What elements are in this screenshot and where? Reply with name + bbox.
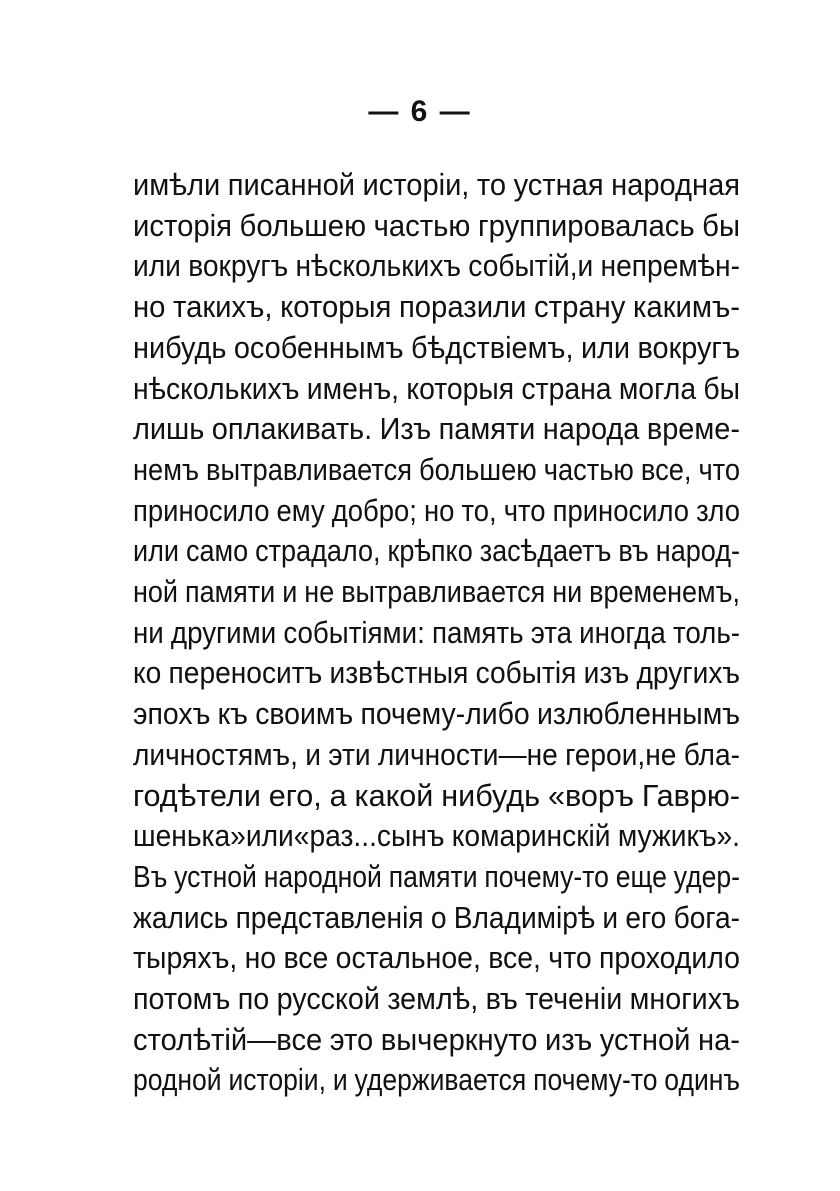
word: годѣтели	[133, 777, 261, 813]
word: исторіи,	[362, 167, 470, 202]
word: личности—не	[377, 736, 558, 772]
word: ни	[133, 614, 164, 650]
text-line	[133, 735, 740, 775]
word: зло	[696, 492, 740, 528]
word: излюбленнымъ	[537, 696, 740, 732]
word: могла	[618, 370, 697, 406]
word: почему-то	[484, 858, 609, 894]
word: другими	[170, 614, 277, 650]
word: одинъ	[664, 1062, 740, 1098]
text-line	[133, 246, 740, 286]
word: вокругъ	[637, 329, 740, 365]
text-line	[133, 206, 740, 246]
word: частью	[373, 207, 471, 243]
word: време-	[646, 411, 740, 447]
text-line	[133, 776, 740, 816]
word: въ	[618, 533, 649, 569]
word: жались	[133, 899, 229, 935]
word: шенька»или«раз...сынъ	[133, 818, 445, 854]
word: группировалась	[477, 207, 695, 243]
word: къ	[217, 696, 248, 732]
word: что	[698, 451, 740, 487]
text-line	[133, 531, 740, 571]
word: другихъ	[636, 655, 740, 691]
word: землѣ,	[387, 981, 479, 1016]
word: Владимірѣ	[453, 899, 596, 935]
word: бы	[702, 207, 740, 243]
word: изъ	[583, 655, 630, 691]
word: поразили	[398, 289, 527, 325]
word: нибудь	[441, 777, 541, 813]
word: исторіи,	[228, 1062, 326, 1098]
word: бы	[703, 370, 740, 406]
word: страну	[534, 289, 626, 325]
word: которыя	[406, 370, 515, 406]
word: родной	[133, 1062, 222, 1098]
word: на-	[697, 1021, 740, 1057]
text-line	[133, 1020, 740, 1060]
text-line	[133, 898, 740, 938]
word: лишь	[133, 411, 205, 447]
word: а	[329, 777, 347, 813]
word: нѣсколькихъ	[133, 370, 300, 406]
word: но	[423, 492, 455, 528]
word: ни	[552, 574, 583, 609]
word: по	[237, 981, 270, 1016]
text-line	[133, 613, 740, 653]
word: герои,не	[565, 736, 677, 772]
word: особеннымъ	[233, 329, 404, 365]
word: своимъ	[255, 696, 354, 732]
word: большею	[419, 451, 537, 487]
word: устная	[513, 167, 604, 202]
word: ной	[133, 574, 179, 609]
word: оплакивать.	[211, 411, 373, 447]
word: столѣтій—все	[133, 1021, 323, 1057]
word: еще	[615, 858, 667, 894]
word: ко	[133, 655, 162, 691]
word: «воръ	[547, 777, 634, 813]
word: или	[133, 248, 181, 284]
text-line	[133, 572, 740, 612]
word: но	[244, 940, 277, 976]
word: Въ	[133, 858, 168, 894]
text-line	[133, 694, 740, 734]
word: и	[305, 736, 321, 772]
word: которыя	[280, 289, 392, 325]
word: и	[332, 1062, 348, 1098]
word: изъ	[544, 1021, 593, 1057]
word: память	[431, 614, 524, 650]
text-line	[133, 409, 740, 449]
word: не	[304, 574, 335, 609]
word: Изъ	[379, 411, 432, 447]
text-line	[133, 287, 740, 327]
word: устной	[599, 1021, 691, 1057]
word: немъ	[133, 451, 199, 487]
word: почему-то	[533, 1062, 658, 1098]
word: теченіи	[525, 981, 623, 1016]
word: или	[133, 533, 179, 569]
word: толь-	[672, 614, 740, 650]
text-line	[133, 979, 740, 1019]
word: все,	[488, 940, 541, 976]
word: комаринскій	[451, 818, 611, 854]
word: почему-либо	[360, 696, 530, 732]
word: то	[476, 167, 507, 202]
word: мужикъ».	[617, 818, 740, 854]
text-line	[133, 857, 740, 897]
word: памяти	[184, 574, 276, 609]
word: нибудь	[133, 329, 227, 365]
page-number: — 6 —	[368, 95, 472, 128]
word: эти	[328, 736, 371, 772]
word: вытравливается	[341, 574, 546, 609]
word: имѣли	[133, 167, 221, 202]
word: событій,и	[468, 248, 594, 284]
word: бѣдствіемъ,	[410, 329, 574, 365]
word: нѣсколькихъ	[295, 248, 462, 284]
word: народа	[542, 411, 640, 447]
word: его,	[268, 777, 322, 813]
word: это	[329, 1021, 374, 1057]
word: и	[602, 899, 619, 935]
word: большею	[239, 207, 367, 243]
word: вытравливается	[206, 451, 412, 487]
word: о	[430, 899, 447, 935]
word: и	[282, 574, 298, 609]
text-line	[133, 938, 740, 978]
word: памяти	[388, 858, 478, 894]
word: въ	[485, 981, 518, 1016]
word: памяти	[438, 411, 536, 447]
word: вокругъ	[188, 248, 289, 284]
word: ему	[276, 492, 325, 528]
word: приносило	[133, 492, 270, 528]
word: бога-	[673, 899, 740, 935]
word: русской	[276, 981, 380, 1016]
word: иногда	[579, 614, 666, 650]
word: приносило	[552, 492, 690, 528]
word: народная	[611, 167, 740, 202]
text-line	[133, 328, 740, 368]
word: его	[625, 899, 667, 935]
word: устной	[174, 858, 257, 894]
word: народ-	[655, 533, 740, 569]
word: частью	[543, 451, 634, 487]
word: проходило	[598, 940, 740, 976]
word: именъ,	[306, 370, 400, 406]
word: представленія	[235, 899, 424, 935]
word: страна	[521, 370, 612, 406]
word: что	[548, 940, 592, 976]
word: какимъ-	[632, 289, 740, 325]
word: что	[503, 492, 546, 528]
word: переноситъ	[168, 655, 323, 691]
word: удерживается	[354, 1062, 527, 1098]
text-line	[133, 369, 740, 409]
text-line	[133, 491, 740, 531]
word: многихъ	[629, 981, 740, 1016]
text-line	[133, 1060, 740, 1100]
word: временемъ,	[589, 574, 740, 609]
word: тыряхъ,	[133, 940, 238, 976]
word: удер-	[673, 858, 740, 894]
word: событія	[475, 655, 577, 691]
word: остальное,	[335, 940, 481, 976]
word: засѣдаетъ	[479, 533, 612, 569]
text-line	[133, 450, 740, 490]
word: извѣстныя	[329, 655, 469, 691]
word: все	[283, 940, 329, 976]
word: народной	[263, 858, 382, 894]
word: писанной	[227, 167, 355, 202]
word: такихъ,	[173, 289, 273, 325]
word: эта	[530, 614, 573, 650]
word: само	[185, 533, 249, 569]
word: добро;	[331, 492, 417, 528]
word: крѣпко	[387, 533, 473, 569]
word: личностямъ,	[133, 736, 298, 772]
word: то,	[461, 492, 497, 528]
word: вычеркнуто	[380, 1021, 538, 1057]
word: исторія	[133, 207, 233, 243]
text-line	[133, 165, 740, 205]
word: или	[580, 329, 631, 365]
word: все,	[640, 451, 692, 487]
word: эпохъ	[133, 696, 211, 732]
word: страдало,	[255, 533, 381, 569]
word: какой	[354, 777, 434, 813]
text-line	[133, 816, 740, 856]
word: Гаврю-	[641, 777, 740, 813]
word: бла-	[683, 736, 740, 772]
word: непремѣн-	[600, 248, 740, 284]
word: событіями:	[283, 614, 425, 650]
word: но	[133, 289, 166, 325]
text-line	[133, 653, 740, 693]
word: потомъ	[133, 981, 231, 1016]
